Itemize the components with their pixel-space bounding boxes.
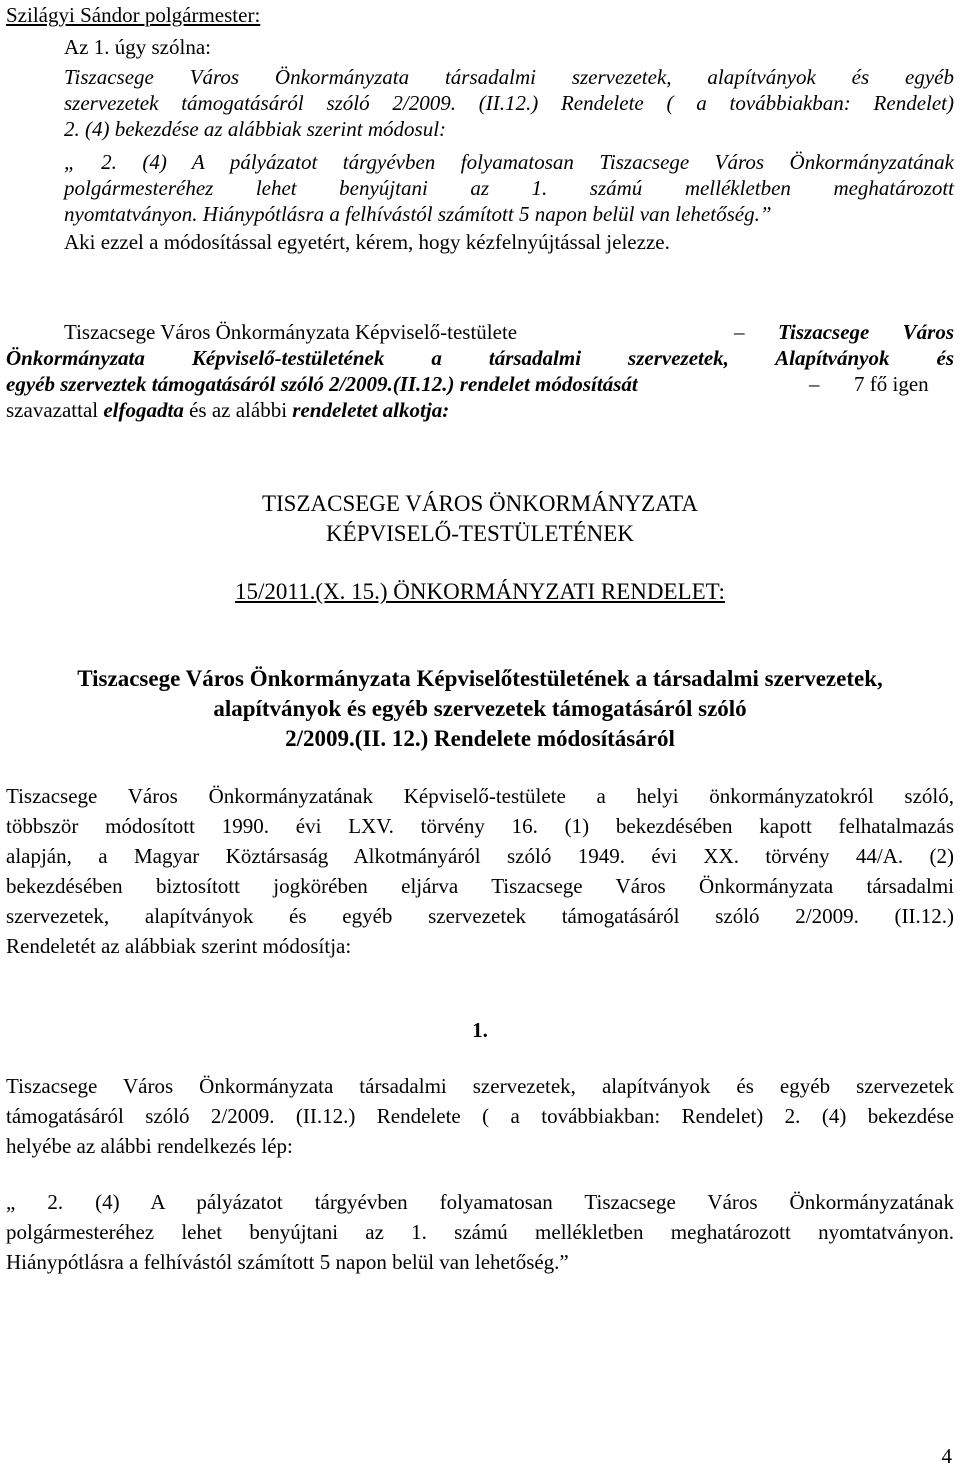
preamble-line: többször módosított 1990. évi LXV. törvény 16. (1) bekezdésében kapott felhatalmazás <box>6 814 954 838</box>
decision-outcome <box>6 397 449 423</box>
decision-title: Tiszacsege Város <box>778 320 954 344</box>
page-number: 4 <box>941 1444 952 1468</box>
proposal-line: szervezetek támogatásáról szóló 2/2009. (II.12.) Rendelete ( a továbbiakban: Rendelet) <box>64 91 954 115</box>
speaker-name: Szilágyi Sándor polgármester: <box>6 3 261 27</box>
decision-text: és az alábbi <box>189 398 288 422</box>
regulation-number: 15/2011.(X. 15.) ÖNKORMÁNYZATI RENDELET: <box>235 579 725 604</box>
heading-body: KÉPVISELŐ-TESTÜLETÉNEK <box>326 521 634 546</box>
regulation-title: Tiszacsege Város Önkormányzata Képviselőtestületének a társadalmi szervezetek, <box>77 666 883 691</box>
decision-title: Önkormányzata Képviselő-testületének a társadalmi szervezetek, Alapítványok és <box>6 346 954 370</box>
heading-body: TISZACSEGE VÁROS ÖNKORMÁNYZATA <box>261 491 699 516</box>
section-line: helyébe az alábbi rendelkezés lép: <box>6 1134 293 1158</box>
section-quote: Hiánypótlásra a felhívástól számított 5 napon belül van lehetőség.” <box>6 1250 569 1274</box>
vote-result: 7 fő igen <box>854 372 929 396</box>
decision-body: Tiszacsege Város Önkormányzata Képviselő-testülete <box>64 320 518 344</box>
decision-accepted: elfogadta <box>103 398 184 422</box>
section-quote: polgármesteréhez lehet benyújtani az 1. számú mellékletben meghatározott nyomtatványon. <box>6 1220 954 1244</box>
decision-text: szavazattal <box>6 398 99 422</box>
proposal-line: 2. (4) bekezdése az alábbiak szerint módosul: <box>64 117 447 141</box>
section-line: Tiszacsege Város Önkormányzata társadalmi szervezetek, alapítványok és egyéb szervezetek <box>6 1074 954 1098</box>
preamble-line: szervezetek, alapítványok és egyéb szervezetek támogatásáról szóló 2/2009. (II.12.) <box>6 904 954 928</box>
preamble-line: Tiszacsege Város Önkormányzatának Képviselő-testülete a helyi önkormányzatokról szóló, <box>6 784 954 808</box>
vote-request: Aki ezzel a módosítással egyetért, kérem, hogy kézfelnyújtással jelezze. <box>64 230 670 254</box>
section-quote: „ 2. (4) A pályázatot tárgyévben folyamatosan Tiszacsege Város Önkormányzatának <box>6 1190 954 1214</box>
section-line: támogatásáról szóló 2/2009. (II.12.) Rendelete ( a továbbiakban: Rendelet) 2. (4) bekezdése <box>6 1104 954 1128</box>
decision-title: egyéb szerveztek támogatásáról szóló 2/2009.(II.12.) rendelet módosítását <box>6 372 638 396</box>
preamble-line: Rendeletét az alábbiak szerint módosítja: <box>6 934 352 958</box>
regulation-title: 2/2009.(II. 12.) Rendelete módosításáról <box>285 726 675 751</box>
preamble-line: bekezdésében biztosított jogkörében eljárva Tiszacsege Város Önkormányzata társadalmi <box>6 874 954 898</box>
preamble-line: alapján, a Magyar Köztársaság Alkotmányáról szóló 1949. évi XX. törvény 44/A. (2) <box>6 844 954 868</box>
decision-dash: – <box>809 372 820 396</box>
proposal-line: Tiszacsege Város Önkormányzata társadalmi szervezetek, alapítványok és egyéb <box>64 65 954 89</box>
decision-enacts: rendeletet alkotja: <box>292 398 450 422</box>
proposal-line: nyomtatványon. Hiánypótlásra a felhívástól számított 5 napon belül van lehetőség.” <box>64 202 772 226</box>
regulation-title: alapítványok és egyéb szervezetek támogatásáról szóló <box>213 696 747 721</box>
decision-dash: – <box>734 320 745 344</box>
proposal-line: „ 2. (4) A pályázatot tárgyévben folyamatosan Tiszacsege Város Önkormányzatának <box>64 150 954 174</box>
proposal-line: polgármesteréhez lehet benyújtani az 1. számú mellékletben meghatározott <box>64 176 954 200</box>
speaker-intro: Az 1. úgy szólna: <box>64 35 211 59</box>
section-number: 1. <box>472 1018 488 1042</box>
